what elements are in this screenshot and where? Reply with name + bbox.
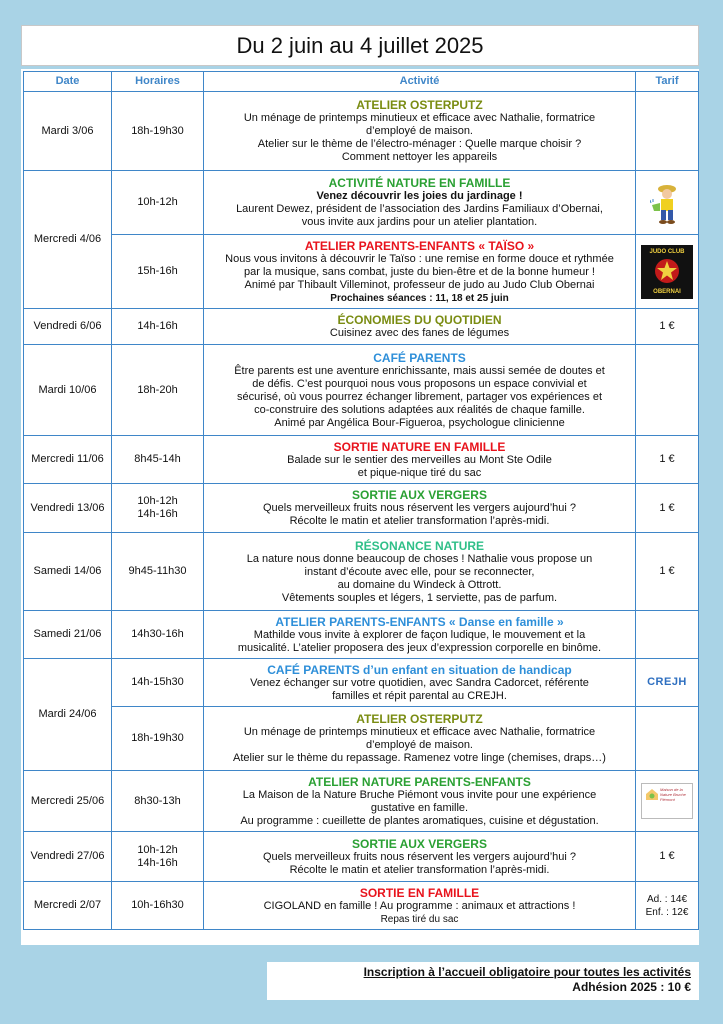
activity-line: Cuisinez avec des fanes de légumes bbox=[329, 327, 510, 339]
activity-line: La Maison de la Nature Bruche Piémont vous invite pour une expérience bbox=[242, 788, 597, 801]
gardener-icon bbox=[650, 181, 684, 225]
activity-cell bbox=[204, 309, 636, 345]
tarif-cell: Ad. : 14€ Enf. : 12€ bbox=[636, 882, 699, 930]
activity-line: au domaine du Windeck à Ottrott. bbox=[337, 578, 502, 591]
date-cell: Mardi 10/06 bbox=[24, 345, 112, 436]
activity-title: CAFÉ PARENTS d’un enfant en situation de handicap bbox=[267, 662, 572, 677]
activity-line: de défis. C’est pourquoi nous vous proposons un espace convivial et bbox=[252, 377, 587, 390]
activity-line: Mathilde vous invite à explorer de façon ludique, le mouvement et la bbox=[253, 628, 586, 641]
program-sheet bbox=[21, 69, 699, 945]
activity-cell bbox=[204, 92, 636, 171]
tarif-cell bbox=[636, 611, 699, 659]
tarif-cell bbox=[636, 659, 699, 707]
activity-title: ACTIVITÉ NATURE EN FAMILLE bbox=[328, 176, 511, 190]
table-row bbox=[24, 171, 699, 235]
time-cell: 10h-12h 14h-16h bbox=[112, 484, 204, 533]
time-cell: 18h-19h30 bbox=[112, 707, 204, 771]
activity-line: Récolte le matin et atelier transformation l’après-midi. bbox=[289, 863, 550, 876]
table-row bbox=[24, 707, 699, 771]
table-row bbox=[24, 92, 699, 171]
date-cell: Mercredi 4/06 bbox=[24, 171, 112, 309]
date-cell: Mercredi 2/07 bbox=[24, 882, 112, 930]
activity-line: Repas tiré du sac bbox=[380, 913, 459, 925]
activity-line: Atelier sur le thème de l’électro-ménager : Quelle marque choisir ? bbox=[257, 138, 582, 150]
activity-cell bbox=[204, 436, 636, 484]
tarif-cell bbox=[636, 171, 699, 235]
activity-line: musicalité. L’atelier proposera des jeux d’expression corporelle en binôme. bbox=[237, 641, 602, 654]
tarif-cell bbox=[636, 771, 699, 832]
activity-cell bbox=[204, 235, 636, 309]
activity-title: SORTIE AUX VERGERS bbox=[352, 488, 487, 502]
tarif-cell bbox=[636, 235, 699, 309]
activity-line: Un ménage de printemps minutieux et efficace avec Nathalie, formatrice bbox=[243, 112, 596, 124]
time-cell: 8h45-14h bbox=[112, 436, 204, 484]
program-table bbox=[23, 71, 699, 930]
table-row bbox=[24, 235, 699, 309]
tarif-cell: 1 € bbox=[636, 484, 699, 533]
tarif-cell bbox=[636, 92, 699, 171]
activity-cell bbox=[204, 832, 636, 882]
table-header-row bbox=[24, 72, 699, 92]
time-cell: 14h-15h30 bbox=[112, 659, 204, 707]
table-row bbox=[24, 345, 699, 436]
activity-line: sécurisé, où vous pourrez échanger librement, partager vos expériences et bbox=[236, 390, 603, 403]
logo-text: Maison de la Nature Bruche Piémont bbox=[660, 787, 686, 802]
footer-notice bbox=[267, 962, 699, 1000]
activity-cell bbox=[204, 882, 636, 930]
date-cell: Samedi 14/06 bbox=[24, 533, 112, 611]
activity-line: et pique-nique tiré du sac bbox=[357, 466, 482, 479]
activity-line: gustative en famille. bbox=[370, 801, 469, 814]
time-cell: 10h-12h bbox=[112, 171, 204, 235]
activity-line: Laurent Dewez, président de l’association des Jardins Familiaux d’Obernai, bbox=[236, 203, 603, 215]
table-row bbox=[24, 533, 699, 611]
activity-title: SORTIE EN FAMILLE bbox=[359, 885, 480, 900]
header-date: Date bbox=[24, 72, 112, 92]
logo-text-bottom: OBERNAI bbox=[653, 288, 681, 295]
activity-cell bbox=[204, 659, 636, 707]
activity-cell bbox=[204, 533, 636, 611]
table-row bbox=[24, 882, 699, 930]
time-cell: 14h30-16h bbox=[112, 611, 204, 659]
maison-nature-logo bbox=[641, 783, 693, 819]
activity-title: ÉCONOMIES DU QUOTIDIEN bbox=[337, 313, 502, 327]
registration-notice: Inscription à l’accueil obligatoire pour toutes les activités bbox=[363, 965, 691, 979]
membership-fee: Adhésion 2025 : 10 € bbox=[572, 980, 691, 994]
table-row bbox=[24, 771, 699, 832]
activity-title: ATELIER PARENTS-ENFANTS « TAÏSO » bbox=[304, 238, 535, 253]
judo-club-logo bbox=[641, 245, 693, 299]
date-cell: Mardi 3/06 bbox=[24, 92, 112, 171]
header-activite: Activité bbox=[204, 72, 636, 92]
activity-cell bbox=[204, 345, 636, 436]
activity-line: Un ménage de printemps minutieux et efficace avec Nathalie, formatrice bbox=[243, 726, 596, 738]
house-leaf-icon bbox=[645, 787, 659, 801]
judo-star-icon bbox=[654, 258, 680, 284]
activity-line: vous invite aux jardins pour un atelier plantation. bbox=[301, 216, 538, 228]
date-cell: Mardi 24/06 bbox=[24, 659, 112, 771]
activity-line: Vêtements souples et légers, 1 serviette, pas de parfum. bbox=[281, 591, 558, 604]
activity-line: Balade sur le sentier des merveilles au Mont Ste Odile bbox=[287, 453, 552, 466]
time-cell: 10h-16h30 bbox=[112, 882, 204, 930]
date-cell: Vendredi 27/06 bbox=[24, 832, 112, 882]
table-row bbox=[24, 659, 699, 707]
crejh-logo: CREJH bbox=[647, 676, 687, 688]
activity-highlight: Prochaines séances : 11, 18 et 25 juin bbox=[330, 292, 509, 304]
tarif-cell: 1 € bbox=[636, 832, 699, 882]
header-tarif: Tarif bbox=[636, 72, 699, 92]
table-row bbox=[24, 484, 699, 533]
activity-cell bbox=[204, 771, 636, 832]
activity-title: SORTIE AUX VERGERS bbox=[352, 836, 487, 851]
activity-line: Comment nettoyer les appareils bbox=[341, 151, 498, 163]
header-horaires: Horaires bbox=[112, 72, 204, 92]
date-cell: Vendredi 6/06 bbox=[24, 309, 112, 345]
page-title: Du 2 juin au 4 juillet 2025 bbox=[21, 25, 699, 66]
activity-title: ATELIER PARENTS-ENFANTS « Danse en famille » bbox=[275, 614, 564, 629]
activity-title: ATELIER OSTERPUTZ bbox=[356, 712, 483, 726]
activity-line: familles et répit parental au CREJH. bbox=[332, 689, 507, 702]
activity-title: ATELIER OSTERPUTZ bbox=[356, 98, 483, 112]
tarif-cell: 1 € bbox=[636, 533, 699, 611]
activity-line: Être parents est une aventure enrichissante, mais aussi semée de doutes et bbox=[234, 364, 605, 377]
date-cell: Mercredi 25/06 bbox=[24, 771, 112, 832]
activity-cell bbox=[204, 611, 636, 659]
date-cell: Mercredi 11/06 bbox=[24, 436, 112, 484]
activity-cell bbox=[204, 707, 636, 771]
activity-line: Quels merveilleux fruits nous réservent les vergers aujourd’hui ? bbox=[262, 850, 577, 863]
activity-line: Venez échanger sur votre quotidien, avec Sandra Cadorcet, référente bbox=[250, 676, 589, 689]
time-cell: 10h-12h 14h-16h bbox=[112, 832, 204, 882]
time-cell: 9h45-11h30 bbox=[112, 533, 204, 611]
activity-title: RÉSONANCE NATURE bbox=[354, 538, 485, 553]
tarif-cell bbox=[636, 707, 699, 771]
activity-title: CAFÉ PARENTS bbox=[373, 350, 466, 365]
tarif-cell: 1 € bbox=[636, 309, 699, 345]
time-cell: 15h-16h bbox=[112, 235, 204, 309]
tarif-cell: 1 € bbox=[636, 436, 699, 484]
activity-title: ATELIER NATURE PARENTS-ENFANTS bbox=[308, 774, 531, 789]
activity-line: d’employé de maison. bbox=[365, 125, 473, 137]
activity-line: d’employé de maison. bbox=[365, 739, 473, 751]
table-row bbox=[24, 309, 699, 345]
time-cell: 14h-16h bbox=[112, 309, 204, 345]
activity-line: instant d’écoute avec elle, pour se reconnecter, bbox=[304, 565, 535, 578]
activity-line: Récolte le matin et atelier transformation l’après-midi. bbox=[289, 515, 550, 527]
activity-title: SORTIE NATURE EN FAMILLE bbox=[333, 439, 506, 454]
table-row bbox=[24, 832, 699, 882]
logo-text-top: JUDO CLUB bbox=[649, 248, 685, 255]
activity-cell bbox=[204, 171, 636, 235]
table-row bbox=[24, 611, 699, 659]
tarif-cell bbox=[636, 345, 699, 436]
activity-line: Nous vous invitons à découvrir le Taïso : une remise en forme douce et rythmée bbox=[225, 252, 614, 265]
time-cell: 18h-20h bbox=[112, 345, 204, 436]
activity-line: Au programme : cueillette de plantes aromatiques, cuisine et dégustation. bbox=[240, 814, 599, 827]
activity-line: Atelier sur le thème du repassage. Ramenez votre linge (chemises, draps…) bbox=[233, 752, 606, 764]
date-cell: Samedi 21/06 bbox=[24, 611, 112, 659]
table-row bbox=[24, 436, 699, 484]
activity-line: Animé par Thibault Villeminot, professeur de judo au Judo Club Obernai bbox=[244, 278, 595, 291]
activity-cell bbox=[204, 484, 636, 533]
activity-line: par la musique, sans combat, juste du bien-être et de la bonne humeur ! bbox=[244, 265, 595, 278]
activity-line: co-construire des solutions adaptées aux réalités de chaque famille. bbox=[254, 403, 585, 416]
date-cell: Vendredi 13/06 bbox=[24, 484, 112, 533]
activity-line: La nature nous donne beaucoup de choses ! Nathalie vous propose un bbox=[246, 552, 593, 565]
activity-line: Quels merveilleux fruits nous réservent les vergers aujourd’hui ? bbox=[262, 502, 577, 514]
activity-line: Animé par Angélica Bour-Figueroa, psychologue clinicienne bbox=[274, 416, 565, 429]
time-cell: 8h30-13h bbox=[112, 771, 204, 832]
activity-highlight: Venez découvrir les joies du jardinage ! bbox=[316, 190, 523, 202]
time-cell: 18h-19h30 bbox=[112, 92, 204, 171]
activity-line: CIGOLAND en famille ! Au programme : animaux et attractions ! bbox=[263, 899, 576, 912]
